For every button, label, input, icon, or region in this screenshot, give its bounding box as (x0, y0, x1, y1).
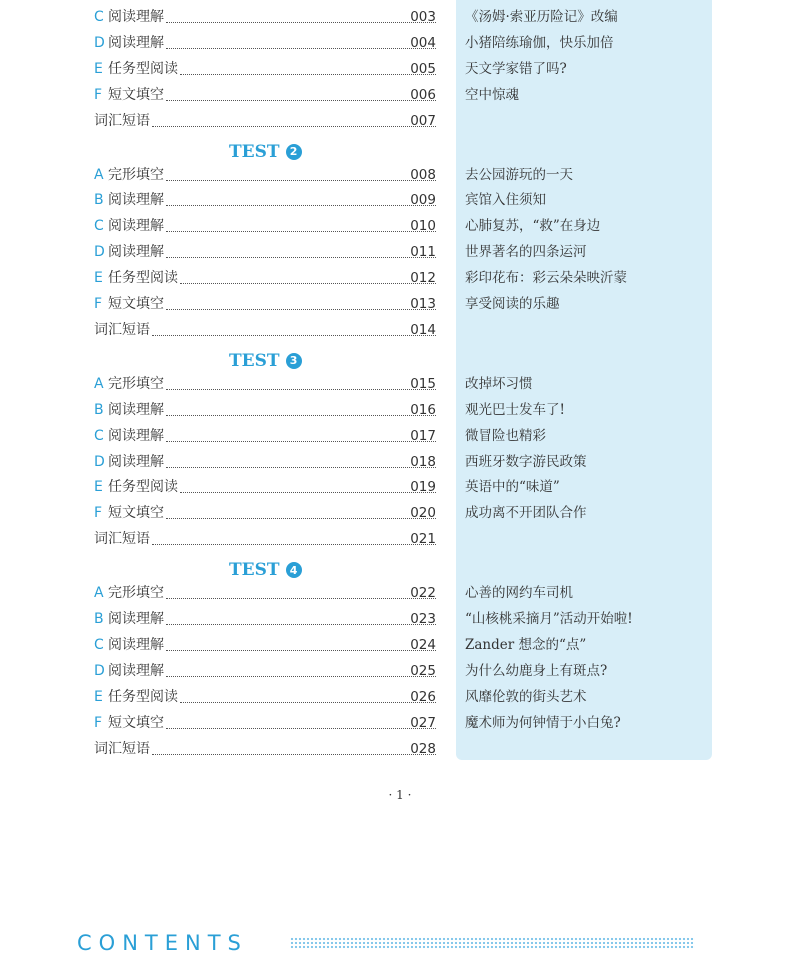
dot-leader (166, 508, 436, 519)
test-heading-label: TEST (229, 560, 280, 581)
test-heading-label: TEST (229, 350, 280, 371)
entry-topic: 微冒险也精彩 (465, 427, 546, 444)
entry-topic: 宾馆入住须知 (465, 192, 546, 209)
entry-letter: C (94, 636, 104, 653)
toc-entry[interactable] (0, 582, 790, 604)
entry-topic: 《汤姆·索亚历险记》改编 (465, 9, 618, 25)
dot-leader (166, 379, 436, 390)
toc-entry[interactable] (0, 189, 790, 211)
entry-label: 任务型阅读 (108, 270, 178, 287)
toc-entry[interactable] (0, 267, 790, 289)
entry-label: 完形填空 (108, 375, 164, 392)
toc-entry[interactable] (0, 476, 790, 498)
dot-leader (166, 12, 436, 23)
dot-leader (166, 221, 436, 232)
entry-page-number: 009 (410, 192, 436, 209)
entry-letter: F (94, 86, 103, 103)
entry-label: 短文填空 (108, 714, 164, 731)
dot-leader (166, 588, 436, 599)
entry-letter: E (94, 60, 103, 77)
toc-entry[interactable] (0, 738, 790, 760)
entry-letter: F (94, 505, 103, 522)
entry-label: 阅读理解 (108, 611, 164, 627)
toc-entry[interactable] (0, 58, 790, 80)
entry-page-number: 020 (410, 505, 436, 522)
entry-label: 阅读理解 (108, 453, 164, 470)
dot-leader (166, 431, 436, 442)
toc-entry[interactable] (0, 241, 790, 263)
entry-topic: 观光巴士发车了! (465, 401, 565, 418)
entry-label: 阅读理解 (108, 427, 164, 444)
dot-leader (166, 666, 436, 677)
page-number: · 1 · (388, 788, 412, 802)
entry-page-number: 028 (410, 740, 436, 757)
entry-page-number: 003 (410, 9, 436, 25)
test-number-badge: 4 (286, 562, 302, 578)
toc-entry[interactable] (0, 451, 790, 473)
entry-label: 短文填空 (108, 296, 164, 312)
entry-label: 阅读理解 (108, 662, 164, 679)
toc-entry[interactable] (0, 660, 790, 682)
dot-leader (180, 482, 436, 493)
entry-label: 短文填空 (108, 505, 164, 522)
entry-topic: 西班牙数字游民政策 (465, 453, 587, 470)
dot-leader (180, 64, 436, 75)
entry-page-number: 013 (410, 296, 436, 312)
dot-leader (166, 640, 436, 651)
toc-entry[interactable] (0, 634, 790, 656)
entry-letter: C (94, 218, 104, 235)
entry-page-number: 027 (410, 714, 436, 731)
entry-letter: F (94, 296, 103, 312)
test-number-badge: 3 (286, 353, 302, 369)
entry-label: 任务型阅读 (108, 60, 178, 77)
toc-entry[interactable] (0, 215, 790, 237)
entry-letter: B (94, 401, 104, 418)
entry-topic: 世界著名的四条运河 (465, 244, 587, 261)
entry-letter: B (94, 192, 104, 209)
entry-label: 短文填空 (108, 86, 164, 103)
entry-letter: E (94, 270, 103, 287)
entry-page-number: 014 (410, 321, 436, 338)
test-number-badge: 2 (286, 144, 302, 160)
entry-topic: 彩印花布：彩云朵朵映沂蒙 (465, 270, 627, 287)
toc-entry[interactable] (0, 32, 790, 54)
test-heading (229, 140, 302, 164)
entry-topic: 空中惊魂 (465, 86, 519, 103)
dot-leader (166, 247, 436, 258)
test-heading (229, 558, 302, 582)
entry-page-number: 023 (410, 611, 436, 627)
entry-topic: 心肺复苏，“救”在身边 (465, 218, 601, 235)
entry-label: 阅读理解 (108, 244, 164, 261)
entry-topic: 为什么幼鹿身上有斑点? (465, 662, 608, 679)
entry-page-number: 015 (410, 375, 436, 392)
toc-entry[interactable] (0, 84, 790, 106)
toc-entry[interactable] (0, 6, 790, 28)
entry-label: 阅读理解 (108, 401, 164, 418)
dot-leader (166, 90, 436, 101)
entry-topic: “山核桃采摘月”活动开始啦! (465, 611, 633, 627)
toc-entry[interactable] (0, 425, 790, 447)
toc-entry[interactable] (0, 528, 790, 550)
dot-leader (152, 325, 436, 336)
entry-label: 完形填空 (108, 166, 164, 183)
entry-letter: E (94, 688, 103, 705)
entry-label: 词汇短语 (94, 740, 150, 757)
entry-letter: F (94, 714, 103, 731)
toc-entry[interactable] (0, 373, 790, 395)
entry-label: 阅读理解 (108, 34, 164, 51)
contents-dotted-rule (290, 937, 695, 949)
dot-leader (166, 195, 436, 206)
toc-entry[interactable] (0, 164, 790, 186)
entry-letter: C (94, 427, 104, 444)
toc-entry[interactable] (0, 712, 790, 734)
entry-topic: 魔术师为何钟情于小白兔? (465, 714, 621, 731)
entry-label: 任务型阅读 (108, 479, 178, 496)
entry-label: 完形填空 (108, 585, 164, 602)
dot-leader (180, 692, 436, 703)
entry-letter: C (94, 9, 104, 25)
entry-topic: 去公园游玩的一天 (465, 166, 573, 183)
entry-label: 任务型阅读 (108, 688, 178, 705)
entry-page-number: 018 (410, 453, 436, 470)
entry-page-number: 007 (410, 112, 436, 129)
dot-leader (152, 534, 436, 545)
toc-entry[interactable] (0, 686, 790, 708)
entry-page-number: 026 (410, 688, 436, 705)
dot-leader (166, 457, 436, 468)
entry-label: 词汇短语 (94, 531, 150, 548)
dot-leader (152, 744, 436, 755)
entry-letter: D (94, 662, 105, 679)
entry-letter: A (94, 166, 104, 183)
entry-letter: B (94, 611, 104, 627)
contents-title: CONTENTS (77, 931, 248, 955)
dot-leader (180, 273, 436, 284)
entry-label: 词汇短语 (94, 112, 150, 129)
entry-page-number: 006 (410, 86, 436, 103)
entry-page-number: 016 (410, 401, 436, 418)
entry-page-number: 010 (410, 218, 436, 235)
dot-leader (166, 299, 436, 310)
entry-letter: E (94, 479, 103, 496)
entry-page-number: 024 (410, 636, 436, 653)
entry-topic: 享受阅读的乐趣 (465, 296, 560, 312)
entry-label: 词汇短语 (94, 321, 150, 338)
entry-page-number: 022 (410, 585, 436, 602)
toc-entry[interactable] (0, 502, 790, 524)
entry-page-number: 005 (410, 60, 436, 77)
entry-topic: 小猪陪练瑜伽，快乐加倍 (465, 34, 614, 51)
entry-topic: 心善的网约车司机 (465, 585, 573, 602)
entry-letter: A (94, 585, 104, 602)
entry-label: 阅读理解 (108, 636, 164, 653)
entry-label: 阅读理解 (108, 9, 164, 25)
entry-topic: 成功离不开团队合作 (465, 505, 587, 522)
entry-page-number: 017 (410, 427, 436, 444)
toc-entry[interactable] (0, 608, 790, 630)
entry-page-number: 011 (410, 244, 436, 261)
entry-page-number: 025 (410, 662, 436, 679)
dot-leader (152, 116, 436, 127)
entry-page-number: 012 (410, 270, 436, 287)
entry-topic: 改掉坏习惯 (465, 375, 533, 392)
toc-entry[interactable] (0, 293, 790, 315)
entry-topic: Zander 想念的“点” (465, 636, 587, 653)
entry-label: 阅读理解 (108, 218, 164, 235)
entry-letter: D (94, 244, 105, 261)
dot-leader (166, 38, 436, 49)
toc-entry[interactable] (0, 319, 790, 341)
entry-page-number: 019 (410, 479, 436, 496)
dot-leader (166, 170, 436, 181)
entry-topic: 天文学家错了吗? (465, 60, 567, 77)
entry-page-number: 008 (410, 166, 436, 183)
entry-page-number: 021 (410, 531, 436, 548)
entry-letter: A (94, 375, 104, 392)
entry-topic: 英语中的“味道” (465, 479, 560, 496)
entry-label: 阅读理解 (108, 192, 164, 209)
dot-leader (166, 405, 436, 416)
test-heading (229, 349, 302, 373)
dot-leader (166, 718, 436, 729)
toc-entry[interactable] (0, 399, 790, 421)
test-heading-label: TEST (229, 141, 280, 162)
entry-page-number: 004 (410, 34, 436, 51)
toc-entry[interactable] (0, 110, 790, 132)
dot-leader (166, 614, 436, 625)
entry-letter: D (94, 453, 105, 470)
entry-topic: 风靡伦敦的街头艺术 (465, 688, 587, 705)
entry-letter: D (94, 34, 105, 51)
